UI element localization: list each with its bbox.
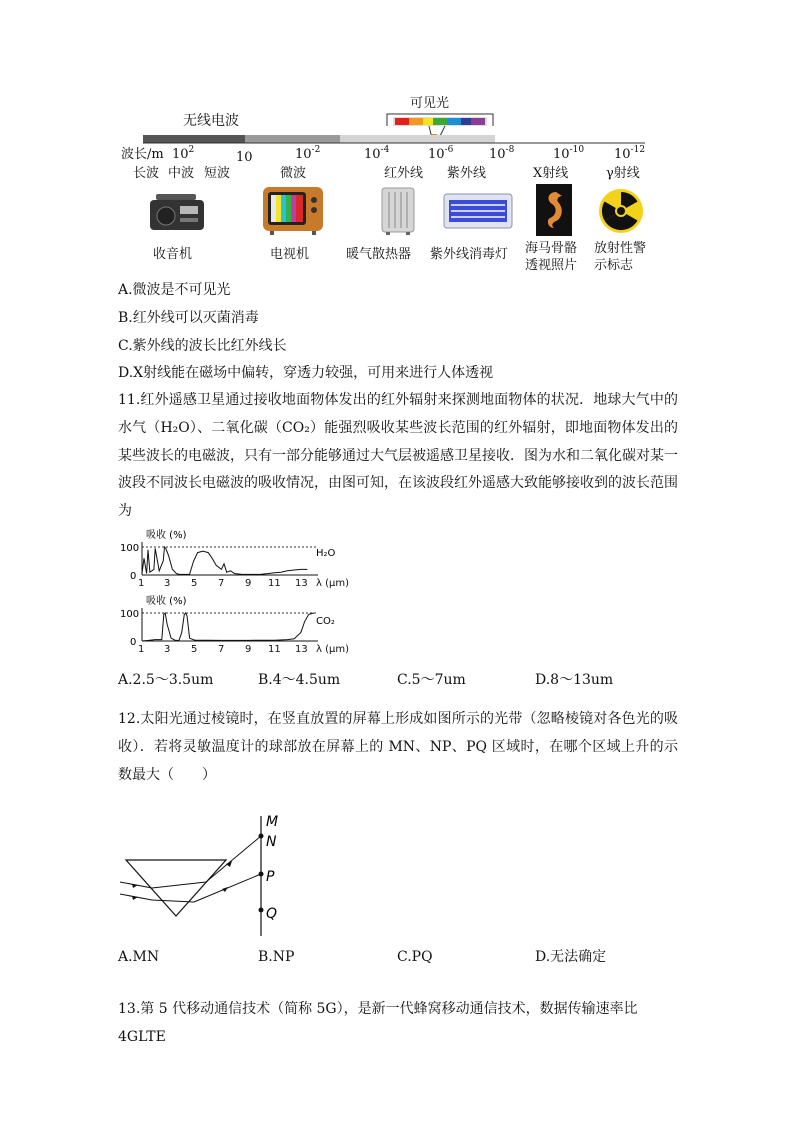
- label-q: Q: [266, 906, 278, 922]
- q10-option-c: C.紫外线的波长比红外线长: [118, 337, 287, 354]
- q12-option-d: D.无法确定: [535, 949, 607, 965]
- device-label-uv-lamp: 紫外线消毒灯: [430, 247, 509, 262]
- q11-stem: 11.红外遥感卫星通过接收地面物体发出的红外辐射来探测地面物体的状况．地球大气中的水气（H₂O）、二氧化碳（CO₂）能强烈吸收某些波长范围的红外辐射，即地面物体发出的某些波长的电磁波，只有一部分能够通过大气层被遥感卫星接收．图为水和二氧化碳对某一波段不同波长电磁波的吸收情况，由图可知，在该波段红外遥感大致能够接收到的波长范围为: [118, 392, 678, 520]
- h2o-xlabel: λ (μm): [316, 578, 350, 589]
- co2-xlabel: λ (μm): [316, 644, 350, 655]
- emergent-ray-1: [206, 836, 261, 882]
- tick-1e-4: $10^{-4}$: [364, 145, 390, 162]
- h2o-xtick-7: 7: [218, 578, 225, 589]
- co2-xtick-11: 11: [268, 644, 281, 655]
- h2o-ytick-100: 100: [120, 543, 140, 554]
- q13-stem: 13.第 5 代移动通信技术（简称 5G），是新一代蜂窝移动通信技术，数据传输速率比 4GLTE: [118, 1001, 638, 1045]
- band-medium-wave: 中波: [168, 166, 195, 181]
- refracted-ray-1: [152, 882, 206, 888]
- label-m: M: [266, 814, 279, 830]
- device-label-gamma: 放射性警 示标志: [594, 241, 647, 273]
- refracted-ray-2: [152, 900, 194, 902]
- h2o-series-line: [142, 547, 307, 574]
- band-short-wave: 短波: [204, 166, 231, 181]
- q12-option-b: B.NP: [258, 949, 295, 965]
- uv-lamp-icon: [443, 192, 513, 232]
- device-label-radiator: 暖气散热器: [346, 247, 412, 262]
- band-ultraviolet: 紫外线: [447, 166, 487, 181]
- co2-chart: [118, 594, 358, 660]
- co2-ytick-100: 100: [120, 609, 140, 620]
- h2o-xtick-11: 11: [268, 578, 281, 589]
- tick-1e-6: $10^{-6}$: [428, 145, 454, 162]
- point-p: [259, 872, 264, 877]
- tick-1e-12: $10^{-12}$: [614, 145, 646, 162]
- label-n: N: [266, 834, 277, 850]
- co2-xtick-9: 9: [245, 644, 252, 655]
- h2o-xtick-9: 9: [245, 578, 252, 589]
- q11-option-b: B.4～4.5um: [258, 672, 341, 688]
- band-microwave: 微波: [280, 166, 307, 181]
- q11-option-c: C.5～7um: [397, 672, 466, 688]
- co2-xtick-5: 5: [191, 644, 198, 655]
- q10-option-d: D.X射线能在磁场中偏转，穿透力较强，可用来进行人体透视: [118, 365, 494, 382]
- band-infrared: 红外线: [384, 166, 424, 181]
- radio-icon: [148, 192, 206, 232]
- band-xray: X射线: [533, 166, 569, 181]
- h2o-xtick-1: 1: [138, 578, 145, 589]
- tv-icon: [262, 186, 324, 236]
- band-long-wave: 长波: [133, 166, 160, 181]
- co2-ylabel: 吸收 (%): [146, 596, 187, 607]
- q12-stem: 12.太阳光通过棱镜时，在竖直放置的屏幕上形成如图所示的光带（忽略棱镜对各色光的吸收）．若将灵敏温度计的球部放在屏幕上的 MN、NP、PQ 区域时，在哪个区域上升的示数最大（ ）: [118, 711, 678, 783]
- tick-1e1: 10: [236, 150, 253, 165]
- co2-xtick-1: 1: [138, 644, 145, 655]
- arrow-head-in-1: [132, 884, 138, 888]
- point-n: [259, 834, 264, 839]
- tick-1e-2: $10^{-2}$: [295, 145, 321, 162]
- co2-xtick-13: 13: [295, 644, 308, 655]
- prism-diagram: [118, 808, 318, 938]
- arrow-head-out-1: [226, 861, 232, 867]
- wavelength-axis-label: 波长/m: [121, 147, 164, 162]
- point-q: [259, 908, 264, 913]
- co2-xtick-7: 7: [218, 644, 225, 655]
- q12-option-c: C.PQ: [397, 949, 433, 965]
- h2o-xtick-13: 13: [295, 578, 308, 589]
- label-p: P: [266, 869, 275, 885]
- co2-series-label: CO₂: [316, 616, 335, 627]
- band-gamma: γ射线: [606, 166, 640, 181]
- radiator-icon: [380, 186, 416, 236]
- q10-options: [118, 277, 678, 388]
- h2o-xtick-3: 3: [164, 578, 171, 589]
- emergent-ray-2: [194, 874, 261, 902]
- visible-light-label: 可见光: [410, 96, 450, 111]
- q11-option-a: A.2.5～3.5um: [118, 672, 214, 688]
- h2o-series-label: H₂O: [316, 548, 336, 559]
- seahorse-xray-icon: [536, 184, 572, 236]
- q10-option-a: A.微波是不可见光: [118, 282, 231, 298]
- co2-ytick-0: 0: [130, 637, 137, 648]
- prism-triangle: [126, 860, 226, 916]
- device-label-xray: 海马骨骼 透视照片: [525, 241, 578, 273]
- h2o-ytick-0: 0: [130, 571, 137, 582]
- tick-1e-8: $10^{-8}$: [489, 145, 515, 162]
- h2o-xtick-5: 5: [191, 578, 198, 589]
- arrow-head-in-2: [132, 896, 138, 900]
- radio-wave-label: 无线电波: [183, 113, 239, 129]
- co2-xtick-3: 3: [164, 644, 171, 655]
- radiation-icon: [598, 188, 644, 234]
- tick-1e2: $10^2$: [172, 145, 195, 162]
- co2-series-line: [142, 613, 314, 641]
- q10-option-b: B.红外线可以灭菌消毒: [118, 309, 259, 326]
- tick-1e-10: $10^{-10}$: [553, 145, 585, 162]
- spectrum-bar: [140, 133, 650, 145]
- h2o-chart: [118, 528, 358, 594]
- h2o-ylabel: 吸收 (%): [146, 530, 187, 541]
- device-label-tv: 电视机: [270, 247, 310, 262]
- device-label-radio: 收音机: [153, 247, 193, 262]
- q11-option-d: D.8～13um: [535, 672, 614, 688]
- q12-option-a: A.MN: [118, 949, 160, 965]
- arrow-head-out-2: [222, 887, 228, 892]
